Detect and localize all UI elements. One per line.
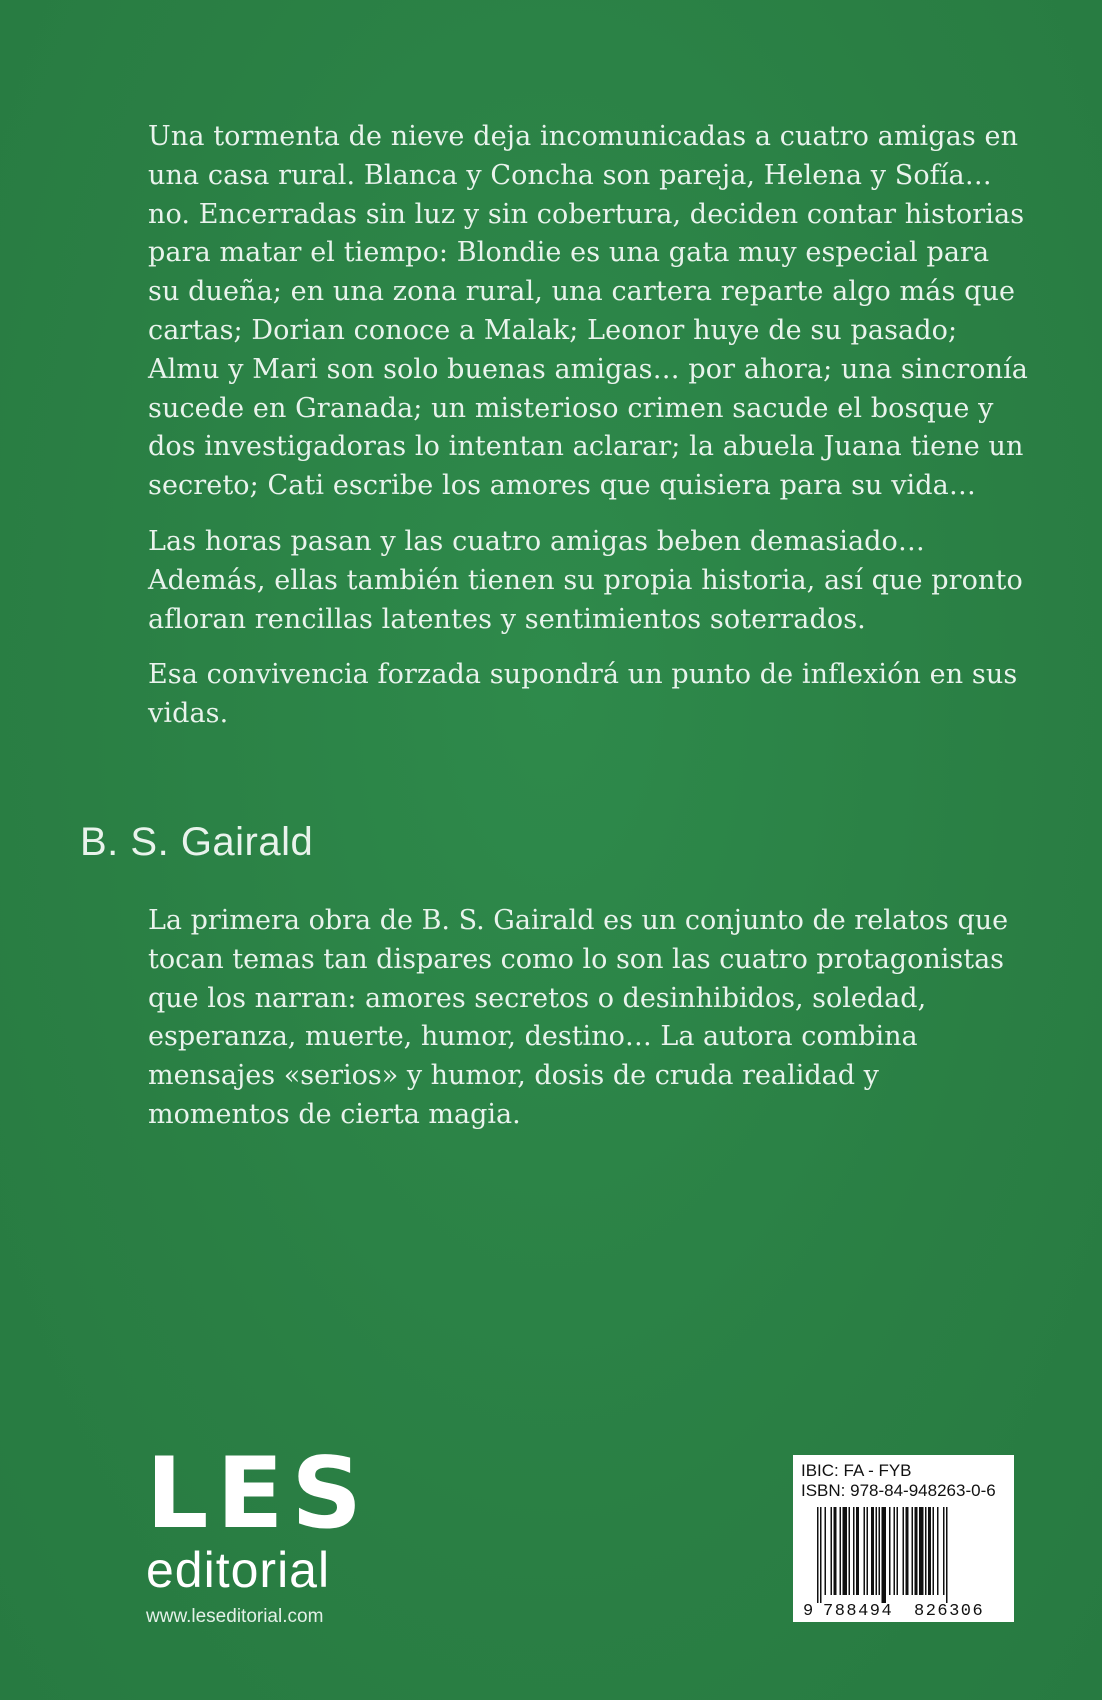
barcode-bar	[817, 1507, 819, 1603]
barcode-bar	[871, 1507, 874, 1595]
barcode-bar	[943, 1507, 945, 1595]
barcode-bar	[912, 1507, 914, 1595]
barcode-bar	[867, 1507, 869, 1595]
barcode-bar	[925, 1507, 927, 1595]
barcode-icon	[801, 1505, 1006, 1620]
barcode-bar	[937, 1507, 939, 1595]
synopsis	[148, 118, 1028, 751]
isbn-code: ISBN: 978-84-948263-0-6	[801, 1481, 996, 1500]
barcode-bar	[903, 1507, 905, 1595]
author-bio: La primera obra de B. S. Gairald es un conjunto de relatos que tocan temas tan dispares como lo son las cuatro protagonistas que los narran: amores secretos o desinhibidos, soledad, esperanza, muerte, humor, destino… La autora combina mensajes «serios» y humor, dosis de cruda realidad y momentos de cierta magia.	[148, 905, 1009, 1130]
barcode-bar	[906, 1507, 909, 1595]
barcode-digit-lead: 9	[803, 1602, 814, 1620]
barcode-bar	[853, 1507, 855, 1595]
barcode-bar	[843, 1507, 848, 1595]
barcode-bar	[946, 1507, 948, 1603]
barcode-bar	[879, 1507, 881, 1595]
barcode-bar	[856, 1507, 859, 1595]
barcode-bar	[889, 1507, 891, 1595]
barcode-digits-right: 826306	[914, 1602, 985, 1620]
publisher-logo	[146, 1437, 386, 1630]
barcode-bar	[894, 1507, 896, 1595]
barcode-bar	[919, 1507, 924, 1595]
barcode-digits-left: 788494	[823, 1602, 894, 1620]
barcode-bar	[864, 1507, 866, 1595]
barcode-label	[793, 1455, 1014, 1622]
barcode-bar	[820, 1507, 822, 1603]
synopsis-paragraph-3: Esa convivencia forzada supondrá un punto de inflexión en sus vidas.	[148, 659, 1018, 730]
barcode-bar	[928, 1507, 931, 1595]
barcode-bar	[840, 1507, 842, 1595]
logo-wordmark: editorial	[146, 1542, 331, 1598]
barcode-bar	[882, 1507, 887, 1603]
synopsis-paragraph-1: Una tormenta de nieve deja incomunicadas a cuatro amigas en una casa rural. Blanca y Concha son pareja, Helena y Sofía… no. Encerradas sin luz y sin cobertura, deciden contar historias para matar el tiempo: Blondie es una gata muy especial para su dueña; en una zona rural, una cartera reparte algo más que cartas; Dorian conoce a Malak; Leonor huye de su pasado; Almu y Mari son solo buenas amigas… por ahora; una sincronía sucede en Granada; un misterioso crimen sacude el bosque y dos investigadoras lo intentan aclarar; la abuela Juana tiene un secreto; Cati escribe los amores que quisiera para su vida…	[148, 121, 1029, 502]
ibic-code: IBIC: FA - FYB	[801, 1461, 912, 1480]
barcode-bar	[825, 1507, 827, 1595]
barcode-bar	[849, 1507, 851, 1595]
barcode-bar	[876, 1507, 878, 1595]
barcode-bar	[915, 1507, 918, 1595]
barcode-bar	[834, 1507, 837, 1595]
barcode-bar	[897, 1507, 899, 1595]
barcode-bar	[933, 1507, 935, 1595]
synopsis-paragraph-2: Las horas pasan y las cuatro amigas beben demasiado… Además, ellas también tienen su propia historia, así que pronto afloran rencillas latentes y sentimientos soterrados.	[148, 525, 1023, 635]
logo-mark: LES	[146, 1437, 370, 1551]
barcode-bar	[831, 1507, 833, 1595]
author-name: B. S. Gairald	[80, 820, 314, 864]
publisher-url: www.leseditorial.com	[146, 1606, 324, 1627]
